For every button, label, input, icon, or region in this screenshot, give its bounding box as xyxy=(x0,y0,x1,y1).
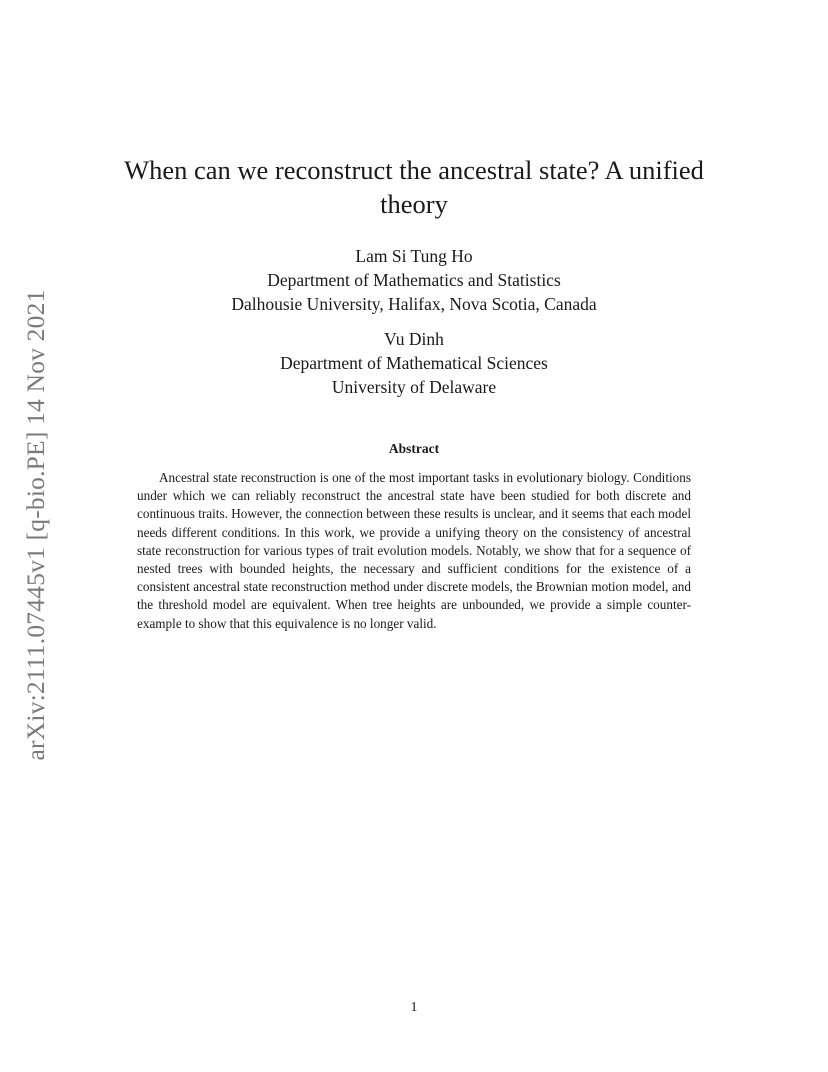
arxiv-identifier-stamp: arXiv:2111.07445v1 [q-bio.PE] 14 Nov 2021 xyxy=(21,289,50,761)
author-block-1 xyxy=(100,244,728,316)
author-department: Department of Mathematical Sciences xyxy=(280,353,548,373)
author-affiliation: University of Delaware xyxy=(331,377,497,397)
author-name: Vu Dinh xyxy=(384,329,444,349)
author-department: Department of Mathematics and Statistics xyxy=(267,270,561,290)
page-number: 1 xyxy=(410,1000,418,1015)
abstract-text: Ancestral state reconstruction is one of the most important tasks in evolutionary biology. Conditions under which we can reliably reconstruct the ancestral state have been studied for both discrete and continuous traits. However, the connection between these results is unclear, and it seems that each model needs different conditions. In this work, we provide a unifying theory on the consistency of ancestral state reconstruction for various types of trait evolution models. Notably, we show that for a sequence of nested trees with bounded heights, the necessary and sufficient conditions for the existence of a consistent ancestral state reconstruction method under discrete models, the Brownian motion model, and the threshold model are equivalent. When tree heights are unbounded, we provide a simple counter-example to show that this equivalence is no longer valid. xyxy=(137,470,691,631)
author-affiliation: Dalhousie University, Halifax, Nova Scotia, Canada xyxy=(231,294,597,314)
paper-title: When can we reconstruct the ancestral state? A unified theory xyxy=(124,155,704,219)
author-block-2 xyxy=(100,327,728,399)
abstract-heading: Abstract xyxy=(388,441,440,456)
author-name: Lam Si Tung Ho xyxy=(355,246,473,266)
